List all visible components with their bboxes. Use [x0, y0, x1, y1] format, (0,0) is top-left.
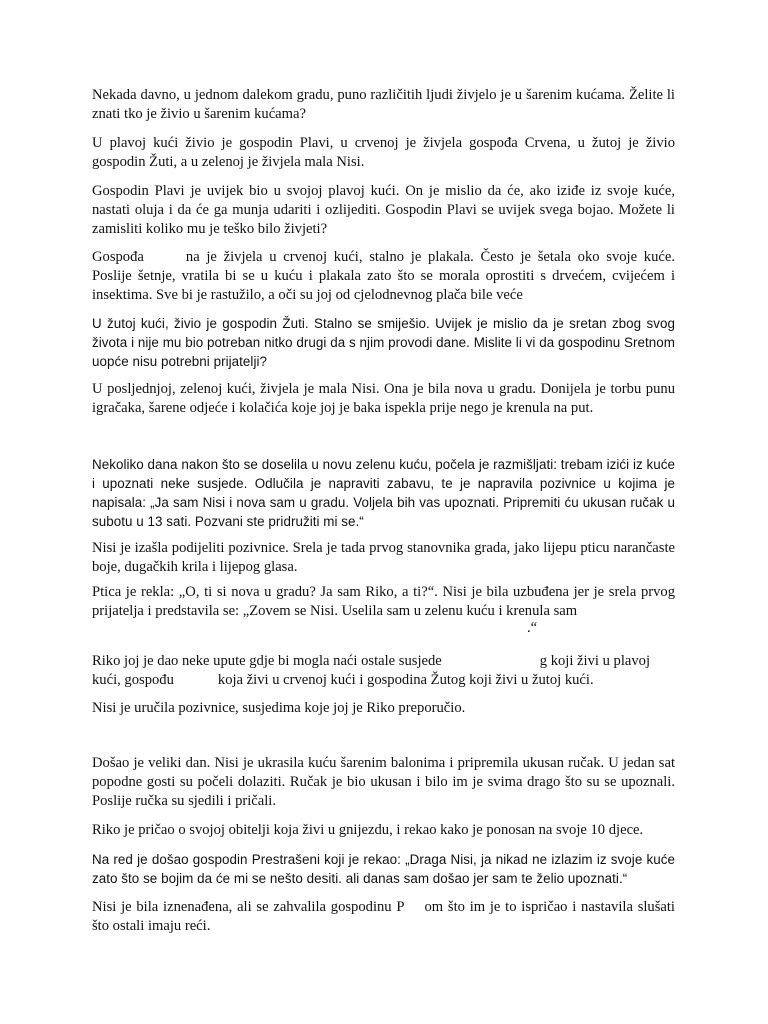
text-thanks-start: Nisi je bila iznenađena, ali se zahvalila gospodinu P: [92, 899, 405, 915]
text-thanks-end: om što im je to ispričao i nastavila slušati što ostali imaju reći.: [92, 899, 675, 934]
paragraph-big-day: Došao je veliki dan. Nisi je ukrasila kuću šarenim balonima i pripremila ukusan ručak. U jedan sat popodne gosti su počeli dolaziti. Ručak je bio ukusan i bilo im je svima drago što su se upoznali. Poslije ručka su sjedili i pričali.: [92, 755, 675, 809]
paragraph-zuti: U žutoj kući, živio je gospodin Žuti. Stalno se smiješio. Uvijek je mislio da je sretan zbog svog života i nije mu bio potreban nitko drugi da s njim provodi dane. Mislite li vi da gospodinu Sretnom uopće nisu potrebni prijatelji?: [92, 316, 675, 369]
paragraph-bird: Nisi je izašla podijeliti pozivnice. Srela je tada prvog stanovnika grada, jako lijepu pticu narančaste boje, dugačkih krila i lijepog glasa.: [92, 540, 675, 575]
paragraph-crvena: [92, 248, 675, 305]
paragraph-nisi-thanks: [92, 898, 675, 936]
text-directions-kuci: kući, gospođu: [92, 672, 174, 688]
text-gospoda: Gospođa: [92, 249, 144, 265]
text-quote-end: .“: [527, 620, 538, 636]
paragraph-riko-meet: Ptica je rekla: „O, ti si nova u gradu? Ja sam Riko, a ti?“. Nisi je bila uzbuđena jer je srela prvog prijatelja i predstavila se: „Zovem se Nisi. Uselila sam u zelenu kuću i krenula sam: [92, 584, 675, 619]
paragraph-intro: Nekada davno, u jednom dalekom gradu, puno različitih ljudi živjelo je u šarenim kućama. Želite li znati tko je živio u šarenim kućama?: [92, 87, 675, 122]
text-directions-start: Riko joj je dao neke upute gdje bi mogla naći ostale susjede: [92, 653, 442, 669]
text-directions-mid: g koji živi u plavoj: [539, 653, 651, 669]
paragraph-invitation: Nekoliko dana nakon što se doselila u novu zelenu kuću, počela je razmišljati: trebam izići iz kuće i upoznati neke susjede. Odlučila je napraviti zabavu, te je napravila pozivnice u kojima je napisala: „Ja sam Nisi i nova sam u gradu. Voljela bih vas upoznati. Pripremiti ću ukusan ručak u subotu u 13 sati. Pozvani ste pridružiti mi se.“: [92, 457, 675, 529]
paragraph-houses: U plavoj kući živio je gospodin Plavi, u crvenoj je živjela gospođa Crvena, u žutoj je živio gospodin Žuti, a u zelenoj je živjela mala Nisi.: [92, 135, 675, 170]
paragraph-invites-delivered: Nisi je uručila pozivnice, susjedima koje joj je Riko preporučio.: [92, 700, 466, 716]
paragraph-riko-family: Riko je pričao o svojoj obitelji koja živi u gnijezdu, i rekao kako je ponosan na svoje 10 djece.: [92, 822, 644, 838]
paragraph-plavi: Gospodin Plavi je uvijek bio u svojoj plavoj kući. On je mislio da će, ako iziđe iz svoje kuće, nastati oluja i da će ga munja udariti i ozlijediti. Gospodin Plavi se uvijek svega bojao. Možete li zamisliti koliko mu je teško bilo živjeti?: [92, 183, 675, 237]
text-directions-end: koja živi u crvenoj kući i gospodina Žutog koji živi u žutoj kući.: [217, 672, 594, 688]
paragraph-prestraseni: Na red je došao gospodin Prestrašeni koji je rekao: „Draga Nisi, ja nikad ne izlazim iz svoje kuće zato što se bojim da će mi se nešto desiti. ali danas sam došao jer sam te želio upoznati.“: [92, 852, 675, 886]
paragraph-nisi-new: U posljednjoj, zelenoj kući, živjela je mala Nisi. Ona je bila nova u gradu. Donijela je torbu punu igračaka, šarene odjeće i kolačića koje joj je baka ispekla prije nego je krenula na put.: [92, 381, 675, 416]
text-crvena-rest: na je živjela u crvenoj kući, stalno je plakala. Često je šetala oko svoje kuće. Poslije šetnje, vratila bi se u kuću i plakala zato što se morala oprostiti s drvećem, cvijećem i insektima. Sve bi je rastužilo, a oči su joj od cjelodnevnog plača bile veće: [92, 249, 675, 303]
paragraph-directions: [92, 652, 675, 690]
